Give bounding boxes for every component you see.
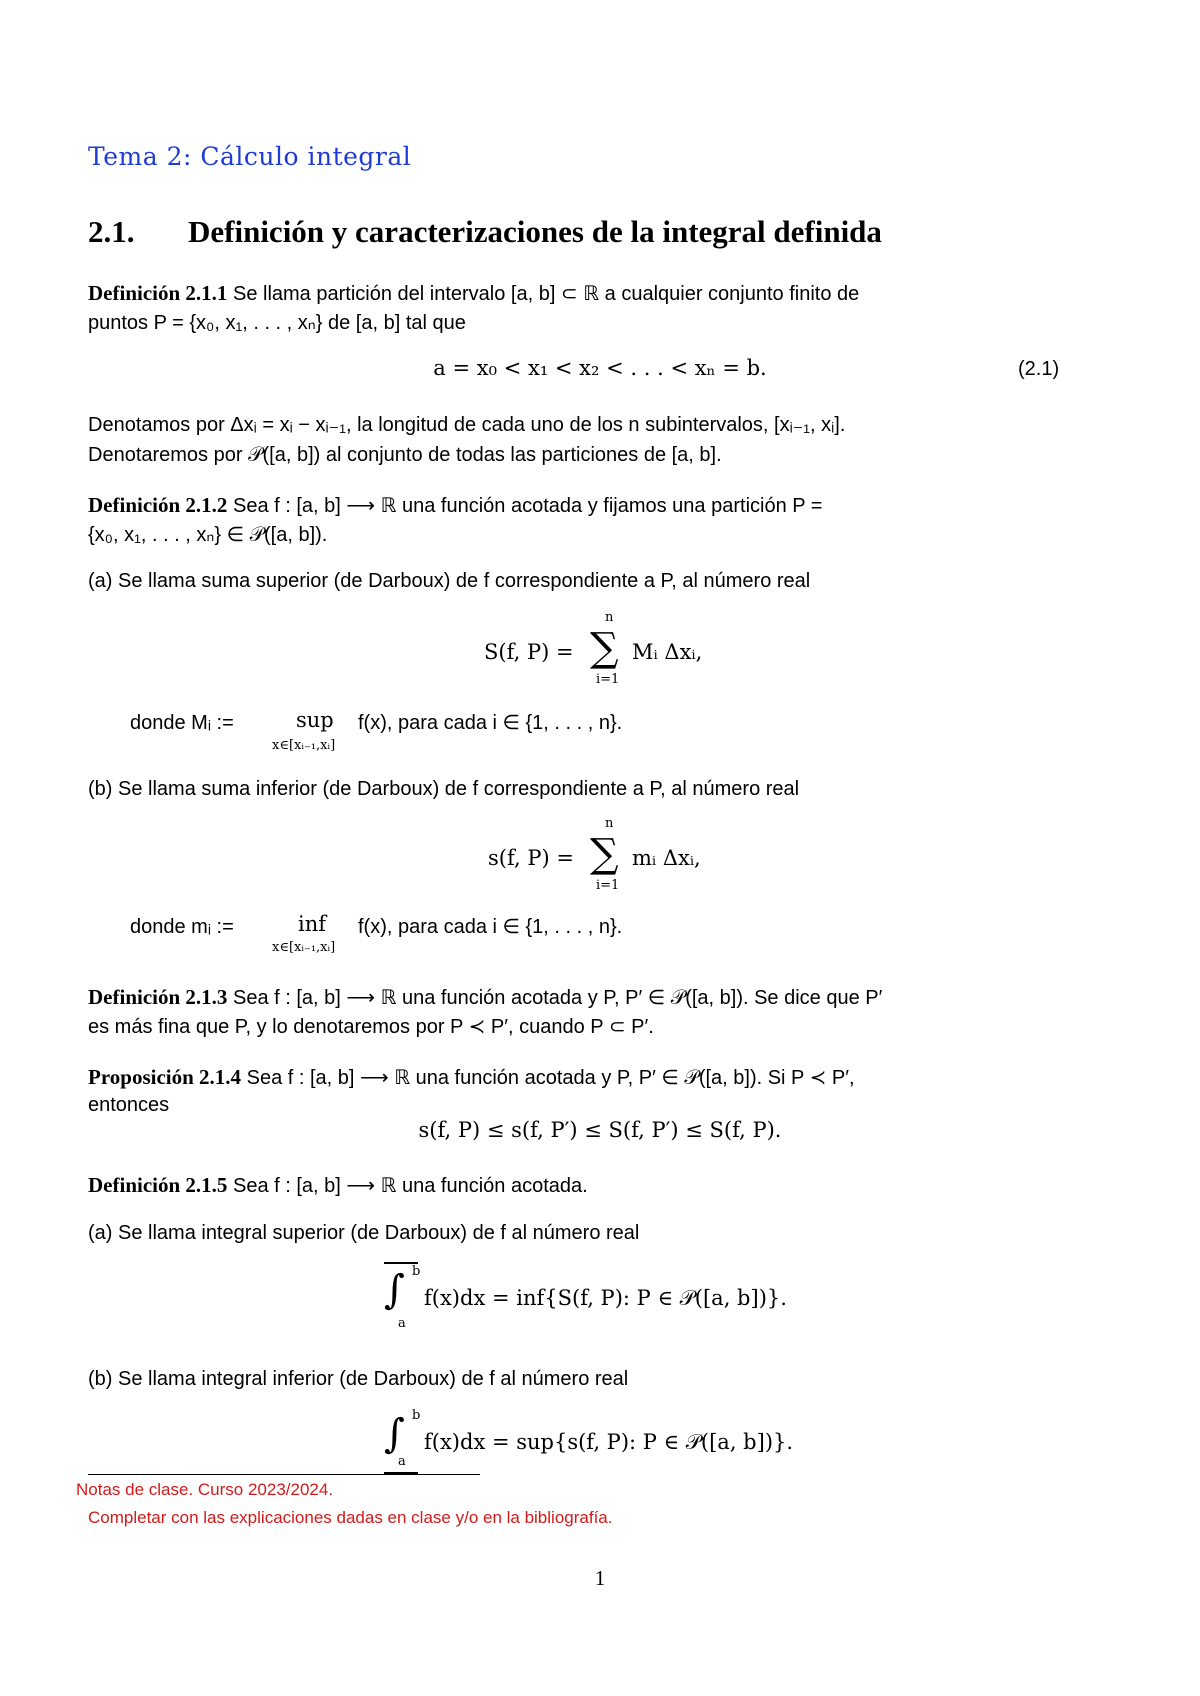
def2-a-sum-bottom: i=1 [596,672,620,687]
def2-b-where: donde mᵢ := [130,916,234,938]
def2-a-sup: sup [296,708,334,732]
page-number: 1 [594,1566,606,1590]
def1-text1: Se llama partición del intervalo [a, b] ⊂ ℝ a cualquier conjunto finito de [232,283,860,305]
sum-symbol-a: ∑ [590,625,619,671]
sum-symbol-b: ∑ [590,831,619,877]
def2-b-where-tail: f(x), para cada i ∈ {1, . . . , n}. [358,916,623,938]
def5-line1 [88,1170,588,1201]
def3-text1: Sea f : [a, b] ⟶ ℝ una función acotada y P, P′ ∈ 𝒫([a, b]). Se dice que P′ [232,987,883,1009]
lower-integral-a: a [398,1454,406,1469]
def3-label: Definición 2.1.3 [88,985,228,1009]
prop4-text1: Sea f : [a, b] ⟶ ℝ una función acotada y P, P′ ∈ 𝒫([a, b]). Si P ≺ P′, [246,1067,855,1089]
def1-line4: Denotaremos por 𝒫([a, b]) al conjunto de todas las particiones de [a, b]. [88,444,722,466]
def2-a-where: donde Mᵢ := [130,712,234,734]
def2-label: Definición 2.1.2 [88,493,228,517]
def1-equation: a = x₀ < x₁ < x₂ < . . . < xₙ = b. [433,356,767,380]
def1-label: Definición 2.1.1 [88,281,228,305]
def2-item-a: (a) Se llama suma superior (de Darboux) de f correspondiente a P, al número real [88,570,811,592]
def2-item-b: (b) Se llama suma inferior (de Darboux) de f correspondiente a P, al número real [88,778,800,800]
def5-text1: Sea f : [a, b] ⟶ ℝ una función acotada. [232,1175,588,1197]
def2-b-inf: inf [298,912,327,936]
def5-item-b: (b) Se llama integral inferior (de Darboux) de f al número real [88,1368,629,1390]
def2-b-sum-top: n [605,816,614,831]
def2-a-where-tail: f(x), para cada i ∈ {1, . . . , n}. [358,712,623,734]
upper-integral-a: a [398,1316,406,1331]
footnote-rule [88,1474,480,1475]
section-title: Definición y caracterizaciones de la integral definida [188,214,882,249]
prop4-line2: entonces [88,1094,170,1116]
prop4-equation: s(f, P) ≤ s(f, P′) ≤ S(f, P′) ≤ S(f, P). [418,1118,782,1142]
def1-line3: Denotamos por Δxᵢ = xᵢ − xᵢ₋₁, la longitud de cada uno de los n subintervalos, [xᵢ₋₁, xᵢ]. [88,414,846,436]
def2-line1 [88,490,822,521]
upper-integral-sign: ∫ [384,1267,405,1313]
prop4-line1 [88,1062,855,1093]
def2-b-sum-bottom: i=1 [596,878,620,893]
def5-b-equation: f(x)dx = sup{s(f, P): P ∈ 𝒫([a, b])}. [424,1430,794,1454]
def5-item-a: (a) Se llama integral superior (de Darboux) de f al número real [88,1222,640,1244]
def5-label: Definición 2.1.5 [88,1173,228,1197]
def2-b-eq-left: s(f, P) = [488,846,574,870]
footnote-line2: Completar con las explicaciones dadas en clase y/o en la bibliografía. [88,1508,613,1527]
def2-a-sup-sub: x∈[xᵢ₋₁,xᵢ] [272,738,336,753]
def3-line2: es más fina que P, y lo denotaremos por P ≺ P′, cuando P ⊂ P′. [88,1016,654,1038]
def2-line2: {x₀, x₁, . . . , xₙ} ∈ 𝒫([a, b]). [88,524,328,546]
chapter-header: Tema 2: Cálculo integral [88,142,412,171]
def2-a-eq-right: Mᵢ Δxᵢ, [632,640,703,664]
def1-equation-number: (2.1) [1018,358,1060,380]
section-number: 2.1. [88,214,135,249]
def2-b-eq-right: mᵢ Δxᵢ, [632,846,701,870]
def1-line1 [88,278,859,309]
def2-text1: Sea f : [a, b] ⟶ ℝ una función acotada y fijamos una partición P = [232,495,823,517]
def2-a-sum-top: n [605,610,614,625]
lower-integral-b: b [412,1408,421,1423]
def3-line1 [88,982,882,1013]
section-heading [88,214,882,250]
def1-line2: puntos P = {x₀, x₁, . . . , xₙ} de [a, b] tal que [88,312,466,334]
upper-integral-b: b [412,1264,421,1279]
prop4-label: Proposición 2.1.4 [88,1065,242,1089]
def2-b-inf-sub: x∈[xᵢ₋₁,xᵢ] [272,940,336,955]
def5-a-equation: f(x)dx = inf{S(f, P): P ∈ 𝒫([a, b])}. [424,1286,787,1310]
footnote-line1: Notas de clase. Curso 2023/2024. [76,1480,334,1499]
def2-a-eq-left: S(f, P) = [484,640,574,664]
lower-integral-sign: ∫ [384,1411,405,1457]
